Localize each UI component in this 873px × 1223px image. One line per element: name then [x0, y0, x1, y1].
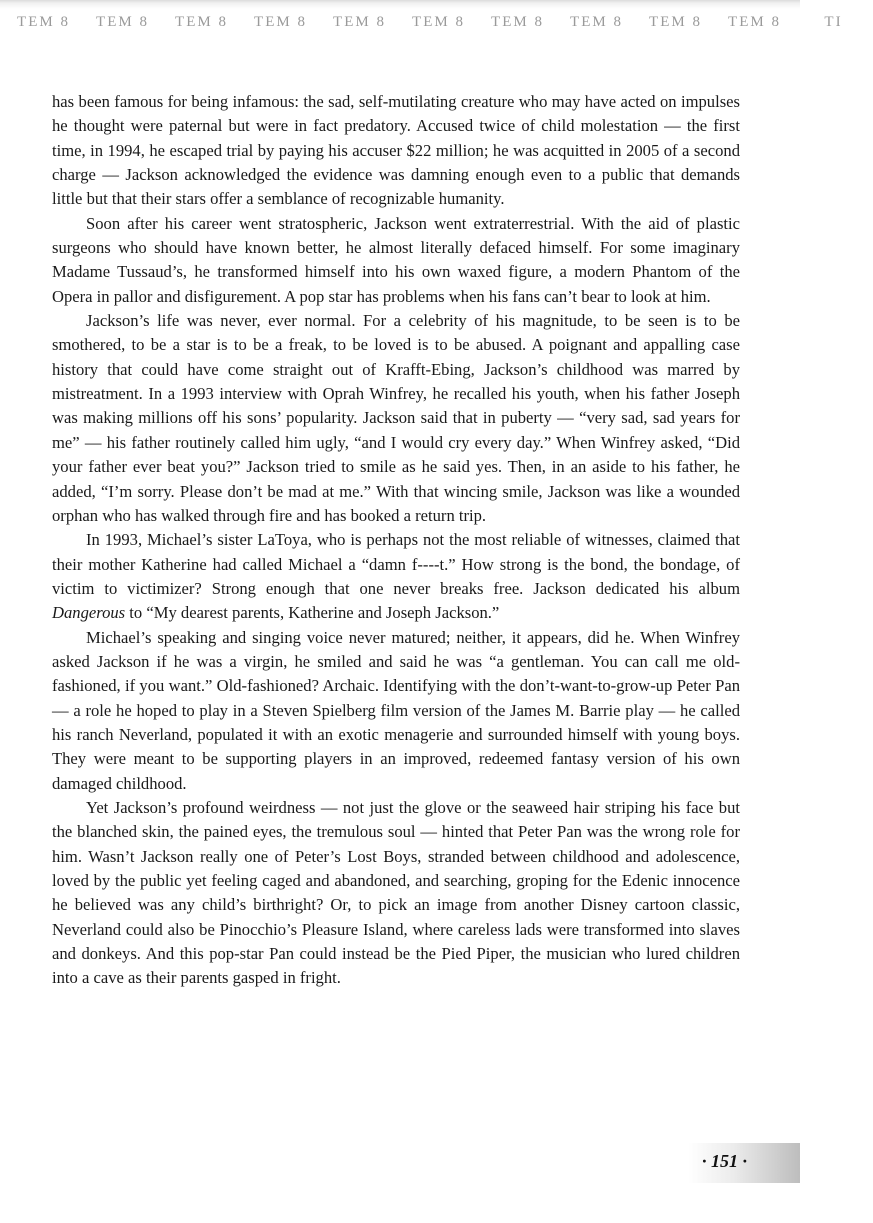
running-head-text: TI — [824, 14, 843, 30]
paragraph: Soon after his career went stratospheric, Jackson went extraterrestrial. With the aid of plastic surgeons who should have known better, he almost literally defaced himself. For some imaginary Madame Tussaud’s, he transformed himself into his own waxed figure, a modern Phantom of the Opera in pallor and disfigurement. A pop star has problems when his fans can’t bear to look at him. — [52, 213, 740, 306]
paragraph: has been famous for being infamous: the sad, self-mutilating creature who may have acted on impulses he thought were paternal but were in fact predatory. Accused twice of child molestation — the first time, in 1994, he escaped trial by paying his accuser $22 million; he was acquitted in 2005 of a second charge — Jackson acknowledged the evidence was damning enough even to a public that demands little but that their stars offer a semblance of recognizable humanity. — [52, 92, 740, 209]
running-head-row — [4, 14, 873, 31]
running-head-text: TEM 8 — [254, 14, 307, 30]
paragraph-text: In 1993, Michael’s sister LaToya, who is perhaps not the most reliable of witnesses, claimed that their mother Katherine had called Michael a “damn f----t.” How strong is the bond, the bondage, of victim to victimizer? Strong enough that one never breaks free. Jackson dedicated his album — [52, 530, 740, 598]
paragraph — [52, 528, 740, 625]
running-head-text: TEM 8 — [412, 14, 465, 30]
running-head-text: TEM 8 — [96, 14, 149, 30]
running-head-text: TEM 8 — [649, 14, 702, 30]
paragraph: Jackson’s life was never, ever normal. For a celebrity of his magnitude, to be seen is to be smothered, to be a star is to be a freak, to be loved is to be abused. A poignant and appalling case history that could have come straight out of Krafft-Ebing, Jackson’s childhood was marred by mistreatment. In a 1993 interview with Oprah Winfrey, he recalled his youth, when his father Joseph was making millions off his sons’ popularity. Jackson said that in puberty — “very sad, sad years for me” — his father routinely called him ugly, “and I would cry every day.” When Winfrey asked, “Did your father ever beat you?” Jackson tried to smile as he said yes. Then, in an aside to his father, he added, “I’m sorry. Please don’t be mad at me.” With that wincing smile, Jackson was like a wounded orphan who has walked through fire and has booked a return trip. — [52, 311, 740, 525]
paragraph-text: to “My dearest parents, Katherine and Joseph Jackson.” — [125, 603, 500, 623]
running-head-text: TEM 8 — [491, 14, 544, 30]
running-head-text: TEM 8 — [17, 14, 70, 30]
page-number: · 151 · — [702, 1151, 747, 1171]
running-head-text: TEM 8 — [728, 14, 781, 30]
body-text — [52, 90, 740, 991]
album-title: Dangerous — [52, 603, 126, 623]
running-head-text: TEM 8 — [175, 14, 228, 30]
paragraph: Michael’s speaking and singing voice never matured; neither, it appears, did he. When Winfrey asked Jackson if he was a virgin, he smiled and said he was “a gentleman. You can call me old-fashioned, if you want.” Old-fashioned? Archaic. Identifying with the don’t-want-to-grow-up Peter Pan — a role he hoped to play in a Steven Spielberg film version of the James M. Barrie play — he called his ranch Neverland, populated it with an exotic menagerie and surrounded himself with young boys. They were meant to be supporting players in an improved, redeemed fantasy version of his own damaged childhood. — [52, 627, 740, 793]
running-header — [0, 0, 843, 44]
paragraph: Yet Jackson’s profound weirdness — not just the glove or the seaweed hair striping his face but the blanched skin, the pained eyes, the tremulous soul — hinted that Peter Pan was the wrong role for him. Wasn’t Jackson really one of Peter’s Lost Boys, stranded between childhood and adolescence, loved by the public yet feeling caged and abandoned, and searching, groping for the Edenic innocence he believed was any child’s birthright? Or, to pick an image from another Disney cartoon classic, Neverland could also be Pinocchio’s Pleasure Island, where careless lads were transformed into slaves and donkeys. And this pop-star Pan could instead be the Pied Piper, the musician who lured children into a cave as their parents gasped in fright. — [52, 797, 740, 988]
running-head-text: TEM 8 — [333, 14, 386, 30]
running-head-text: TEM 8 — [570, 14, 623, 30]
page-footer — [688, 1143, 800, 1183]
